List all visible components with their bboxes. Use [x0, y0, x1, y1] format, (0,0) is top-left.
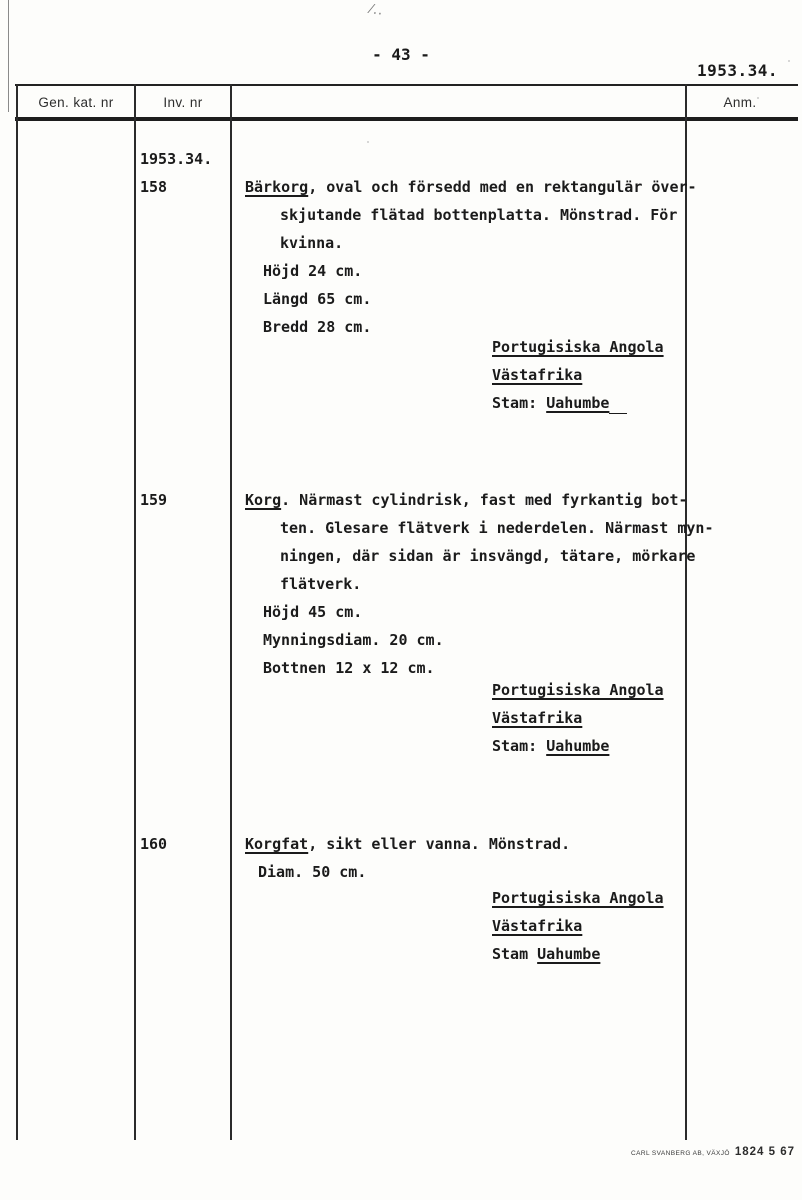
- attribution-region: Portugisiska Angola: [492, 889, 664, 907]
- underline-tail: [609, 398, 627, 414]
- table-header-top-border: [15, 84, 798, 86]
- inv-number: 159: [140, 491, 168, 509]
- table-divider-inv-description: [230, 84, 232, 1140]
- entry-title: Bärkorg: [245, 178, 309, 196]
- inv-number: 160: [140, 835, 168, 853]
- table-divider-gen-kat-inv: [134, 84, 136, 1140]
- dimension-line: Höjd 45 cm.: [263, 603, 363, 621]
- entry-title-line: [245, 833, 570, 855]
- entry-title-rest: , sikt eller vanna. Mönstrad.: [308, 835, 571, 853]
- column-header-inv-nr: Inv. nr: [163, 95, 203, 110]
- printer-imprint: [560, 1146, 795, 1158]
- entry-body-line: ten. Glesare flätverk i nederdelen. Närmast myn-: [280, 519, 714, 537]
- entry-title-line: [245, 489, 688, 511]
- dimension-line: Bredd 28 cm.: [263, 318, 372, 336]
- entry-body-line: kvinna.: [280, 234, 344, 252]
- scan-speckle: [367, 141, 369, 143]
- attribution-region: Portugisiska Angola: [492, 338, 664, 356]
- page-number: - 43 -: [372, 45, 430, 64]
- table-left-border: [16, 84, 18, 1140]
- attribution-stam: [492, 735, 609, 757]
- entry-title: Korgfat: [245, 835, 309, 853]
- group-label: 1953.34.: [140, 150, 213, 168]
- printer-firm: CARL SVANBERG AB, VÄXJÖ: [631, 1150, 730, 1157]
- entry-title-rest: . Närmast cylindrisk, fast med fyrkantig bot-: [281, 491, 688, 509]
- attribution-area: Västafrika: [492, 917, 583, 935]
- dimension-line: Höjd 24 cm.: [263, 262, 363, 280]
- entry-body-line: ningen, där sidan är insvängd, tätare, mörkare: [280, 547, 696, 565]
- table-header-bottom-border: [15, 117, 798, 121]
- entry-body-line: skjutande flätad bottenplatta. Mönstrad. För: [280, 206, 678, 224]
- entry-title: Korg: [245, 491, 282, 509]
- dimension-line: Längd 65 cm.: [263, 290, 372, 308]
- column-header-gen-kat-nr: Gen. kat. nr: [38, 95, 114, 110]
- attribution-stam: [492, 392, 627, 414]
- attribution-area: Västafrika: [492, 366, 583, 384]
- attribution-stam-label: Stam:: [492, 737, 547, 755]
- stray-ink-mark: ⁄..: [369, 2, 385, 19]
- attribution-stam-value: Uahumbe: [546, 394, 610, 412]
- attribution-region: Portugisiska Angola: [492, 681, 664, 699]
- year-reference: 1953.34.: [697, 61, 779, 80]
- printer-code: 1824 5 67: [734, 1146, 795, 1158]
- entry-body-line: flätverk.: [280, 575, 362, 593]
- attribution-area: Västafrika: [492, 709, 583, 727]
- dimension-line: Mynningsdiam. 20 cm.: [263, 631, 444, 649]
- dimension-line: Bottnen 12 x 12 cm.: [263, 659, 435, 677]
- table-divider-description-anm: [685, 84, 687, 1140]
- attribution-stam: [492, 943, 600, 965]
- dimension-line: Diam. 50 cm.: [258, 863, 367, 881]
- entry-title-rest: , oval och försedd med en rektangulär över-: [308, 178, 697, 196]
- column-header-anm: Anm.: [723, 95, 757, 110]
- attribution-stam-value: Uahumbe: [537, 945, 601, 963]
- attribution-stam-value: Uahumbe: [546, 737, 610, 755]
- inv-number: 158: [140, 178, 168, 196]
- entry-title-line: [245, 176, 697, 198]
- attribution-stam-label: Stam:: [492, 394, 547, 412]
- attribution-stam-label: Stam: [492, 945, 538, 963]
